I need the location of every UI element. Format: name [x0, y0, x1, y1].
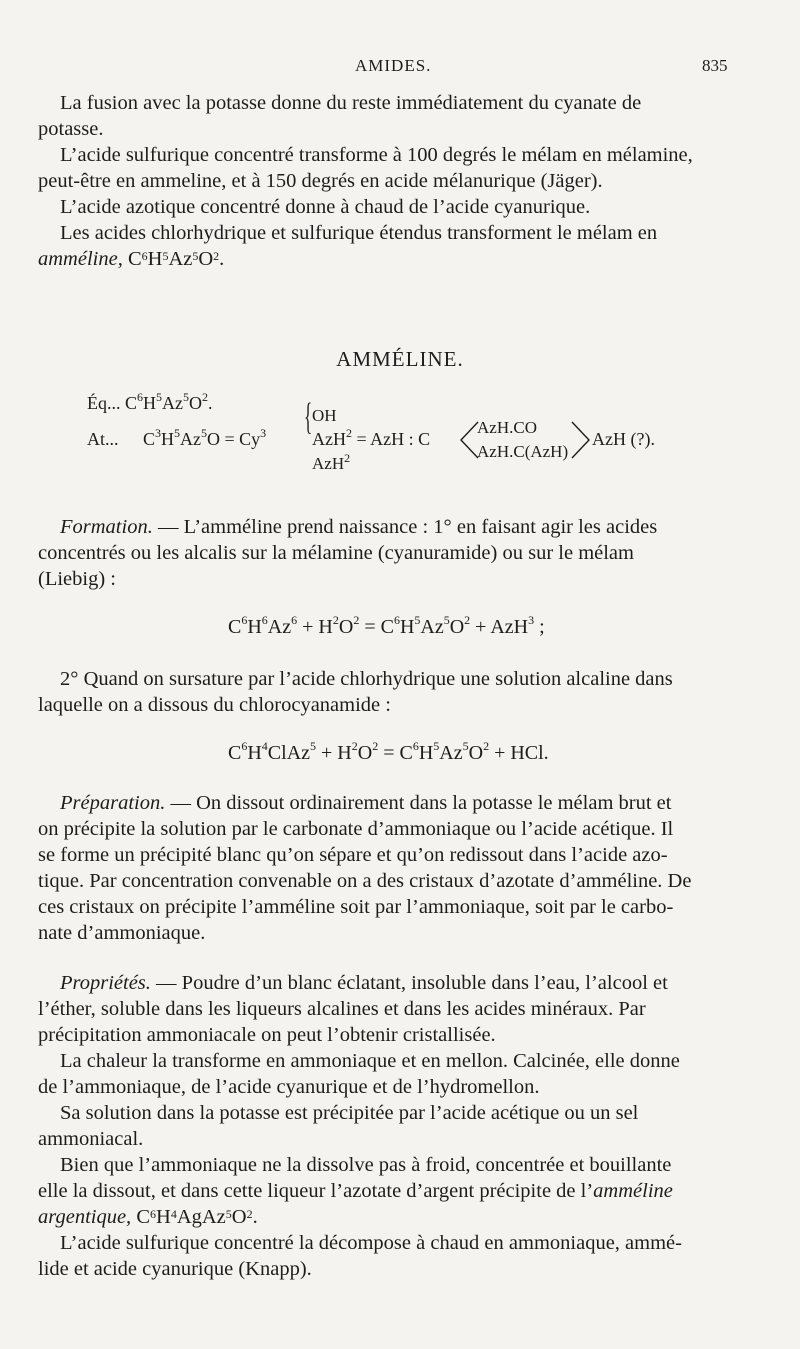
text-line: 2° Quand on sursature par l’acide chlorhydrique une solution alcaline dans — [60, 668, 673, 690]
paragraph-proprietes — [38, 970, 742, 1282]
eq-label: Éq... — [87, 393, 121, 413]
text-line: ces cristaux on précipite l’amméline soit par l’ammoniaque, soit par le carbo- — [38, 896, 674, 918]
equation-2: $C^6H^4ClAz^5 + H^2O^2 = C^6H^5Az^5O^2$ + HCl. — [228, 739, 549, 764]
left-brace: { — [304, 396, 313, 438]
text-line: tique. Par concentration convenable on a des cristaux d’azotate d’amméline. De — [38, 870, 692, 892]
text-line: (Liebig) : — [38, 568, 116, 590]
text-line: lide et acide cyanurique (Knapp). — [38, 1258, 312, 1280]
section-label-preparation: Préparation. — [60, 792, 166, 814]
text-line: laquelle on a dissous du chlorocyanamide : — [38, 694, 391, 716]
text-line: se forme un précipité blanc qu’on sépare et qu’on redissout dans l’acide azo- — [38, 844, 668, 866]
text-line — [38, 1204, 742, 1230]
text-line: L’acide sulfurique concentré la décompose à chaud en ammoniaque, ammé- — [60, 1232, 682, 1254]
page-number: 835 — [702, 56, 728, 75]
text-line: concentrés ou les alcalis sur la mélamine (cyanuramide) ou sur le mélam — [38, 542, 634, 564]
chem-formula: $C^3H^5Az^5O = Cy^3$ — [143, 426, 267, 449]
text-line: Formation. — L’amméline prend naissance : 1° en faisant agir les acides — [60, 516, 658, 538]
compound-name: amméline — [593, 1180, 673, 1202]
text-line: La fusion avec la potasse donne du reste immédiatement du cyanate de — [60, 92, 642, 114]
section-title: AMMÉLINE. — [336, 347, 464, 371]
chem-formula: AzH$^2$ = AzH : C — [312, 426, 431, 449]
running-title: AMIDES. — [355, 56, 432, 75]
text-line: Bien que l’ammoniaque ne la dissolve pas à froid, concentrée et bouillante — [60, 1154, 672, 1176]
chem-formula: AzH$^2$ — [312, 451, 351, 473]
paragraph-fusion — [38, 90, 742, 272]
chem-formula: $C^6H^4AgAz^5O^2$. — [136, 1206, 258, 1228]
page-header — [0, 56, 800, 86]
at-label: At... — [87, 429, 119, 449]
paragraph-formation — [38, 514, 742, 592]
text-line: Les acides chlorhydrique et sulfurique étendus transforment le mélam en — [60, 222, 658, 244]
text-line: Sa solution dans la potasse est précipitée par l’acide acétique ou un sel — [60, 1102, 639, 1124]
text-line: L’acide sulfurique concentré transforme à 100 degrés le mélam en mélamine, — [60, 144, 693, 166]
ring-close-bracket — [568, 420, 592, 460]
text-line: La chaleur la transforme en ammoniaque et en mellon. Calcinée, elle donne — [60, 1050, 680, 1072]
paragraph-preparation — [38, 790, 742, 946]
chem-formula: $C^6H^5Az^5O^2$. — [125, 390, 213, 413]
text-line: Préparation. — On dissout ordinairement dans la potasse le mélam brut et — [60, 792, 672, 814]
text-line: de l’ammoniaque, de l’acide cyanurique et de l’hydromellon. — [38, 1076, 540, 1098]
text-line: Propriétés. — Poudre d’un blanc éclatant, insoluble dans l’eau, l’alcool et — [60, 972, 668, 994]
chem-formula: OH — [312, 406, 337, 425]
text-line: précipitation ammoniacale on peut l’obtenir cristallisée. — [38, 1024, 496, 1046]
text-line: on précipite la solution par le carbonate d’ammoniaque ou l’acide acétique. Il — [38, 818, 674, 840]
text-line: elle la dissout, et dans cette liqueur l’azotate d’argent précipite de l’amméline — [38, 1180, 673, 1202]
text-line: potasse. — [38, 118, 104, 140]
text-line: L’acide azotique concentré donne à chaud de l’acide cyanurique. — [60, 196, 591, 218]
chem-formula: AzH (?). — [592, 429, 655, 449]
text-line: nate d’ammoniaque. — [38, 922, 206, 944]
text-line — [38, 246, 742, 272]
text-line: ammoniacal. — [38, 1128, 144, 1150]
chem-formula: $C^6H^5Az^5O^2$. — [127, 248, 225, 270]
section-label-formation: Formation. — [60, 516, 153, 538]
text-line: peut-être en ammeline, et à 150 degrés en acide mélanurique (Jäger). — [38, 170, 603, 192]
compound-name: amméline, — [38, 248, 123, 270]
paragraph-point-2 — [38, 666, 742, 718]
chem-formula: AzH.CO — [477, 418, 537, 437]
compound-name: argentique, — [38, 1206, 132, 1228]
equivalent-formula — [87, 390, 213, 414]
section-label-proprietes: Propriétés. — [60, 972, 151, 994]
chem-formula: AzH.C(AzH) — [477, 442, 569, 461]
text-line: l’éther, soluble dans les liqueurs alcalines et dans les acides minéraux. Par — [38, 998, 646, 1020]
equation-1: $C^6H^6Az^6 + H^2O^2 = C^6H^5Az^5O^2 + AzH^3$ ; — [228, 613, 545, 638]
